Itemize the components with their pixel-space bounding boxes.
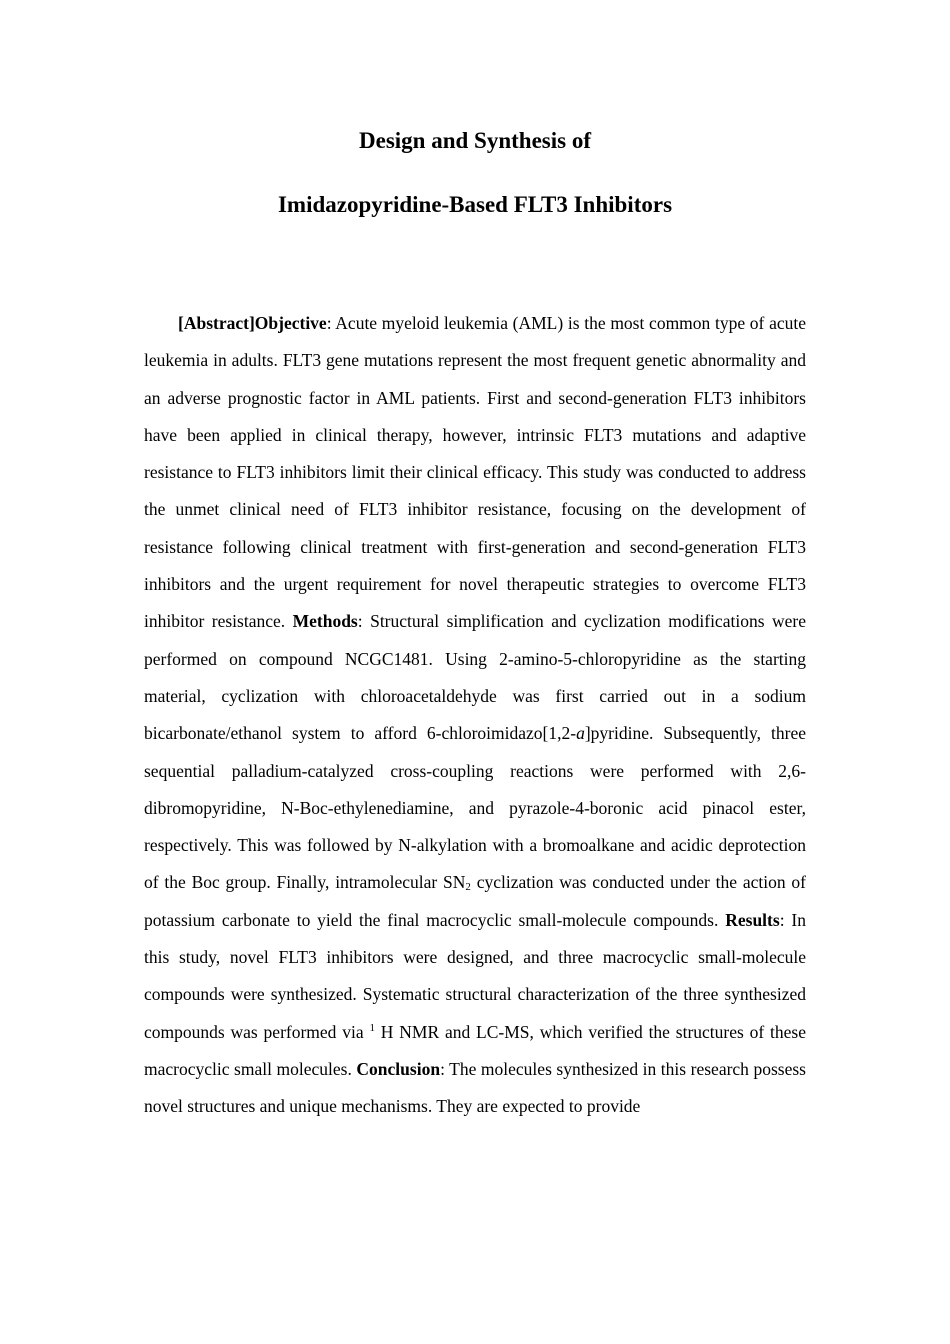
results-text-1: : In this study, novel FLT3 inhibitors were designed, and three macrocyclic small-molecule compounds were synthesized. Systematic structural characterization of the three synthesized compounds was performed via: [144, 909, 806, 1042]
paper-title-line-2: Imidazopyridine-Based FLT3 Inhibitors: [277, 192, 673, 217]
methods-text-2: ]pyridine. Subsequently, three sequential palladium-catalyzed cross-coupling reactions were performed with 2,6-dibromopyridine, N-Boc-ethylenediamine, and pyrazole-4-boronic acid pinacol ester, respectively. This was followed by N-alkylation with a bromoalkane and acidic deprotection of the Boc group. Finally, intramolecular SN: [144, 723, 806, 893]
paper-title-line-1: Design and Synthesis of: [359, 128, 591, 153]
nmr-superscript: 1: [369, 1021, 375, 1034]
objective-text: : Acute myeloid leukemia (AML) is the most common type of acute leukemia in adults. FLT3 gene mutations represent the most frequent genetic abnormality and an adverse prognostic factor in AML patients. First and second-generation FLT3 inhibitors have been applied in clinical therapy, however, intrinsic FLT3 mutations and adaptive resistance to FLT3 inhibitors limit their clinical efficacy. This study was conducted to address the unmet clinical need of FLT3 inhibitor resistance, focusing on the development of resistance following clinical treatment with first-generation and second-generation FLT3 inhibitors and the urgent requirement for novel therapeutic strategies to overcome FLT3 inhibitor resistance.: [144, 313, 806, 632]
objective-heading: Objective: [254, 313, 327, 333]
sn2-subscript: 2: [465, 881, 471, 894]
methods-text-3: cyclization was conducted under the action of potassium carbonate to yield the final macrocyclic small-molecule compounds.: [144, 872, 806, 930]
methods-italic: a: [576, 723, 585, 744]
results-heading: Results: [725, 909, 780, 930]
conclusion-heading: Conclusion: [356, 1058, 441, 1079]
methods-heading: Methods: [292, 611, 358, 632]
abstract-paragraph: [144, 305, 806, 1126]
conclusion-text: : The molecules synthesized in this research possess novel structures and unique mechanisms. They are expected to provide: [144, 1058, 806, 1117]
abstract-label: [Abstract]: [178, 313, 255, 333]
results-text-2: H NMR and LC-MS, which verified the structures of these macrocyclic small molecules.: [144, 1021, 806, 1079]
methods-text-1: : Structural simplification and cyclization modifications were performed on compound NCGC1481. Using 2-amino-5-chloropyridine as the starting material, cyclization with chloroacetaldehyde was first carried out in a sodium bicarbonate/ethanol system to afford 6-chloroimidazo[1,2-: [144, 611, 806, 744]
